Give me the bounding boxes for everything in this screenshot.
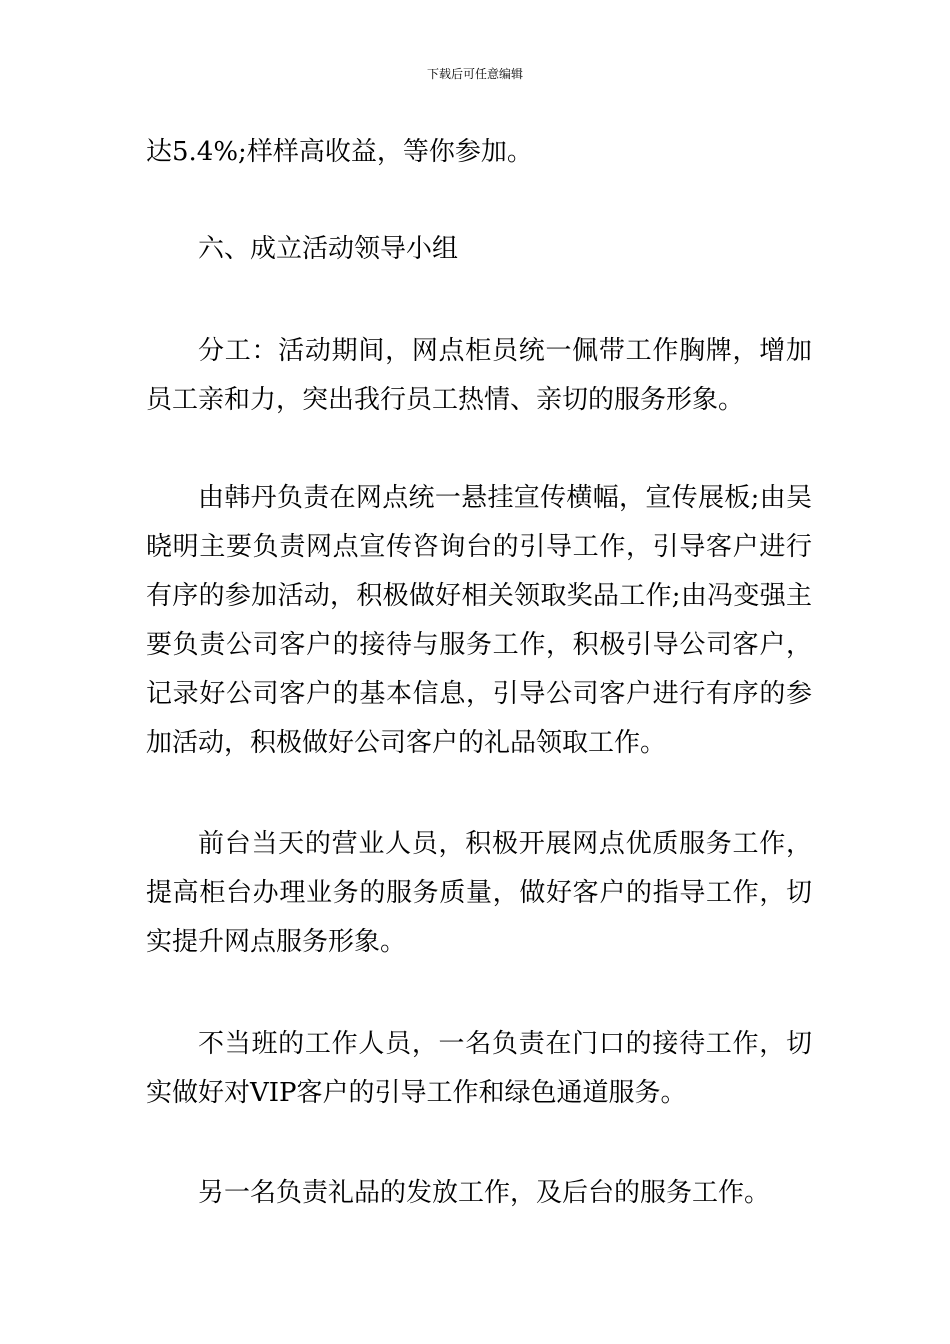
paragraph-continuation: 达5.4%;样样高收益，等你参加。	[146, 137, 533, 167]
paragraph-division-of-labor: 分工：活动期间，网点柜员统一佩带工作胸牌，增加员工亲和力，突出我行员工热情、亲切的服务形象。	[146, 336, 812, 415]
paragraph-off-duty-staff: 不当班的工作人员，一名负责在门口的接待工作，切实做好对VIP客户的引导工作和绿色通道服务。	[146, 1029, 812, 1108]
page-header: 下载后可任意编辑	[426, 67, 523, 81]
paragraph-front-desk: 前台当天的营业人员，积极开展网点优质服务工作，提高柜台办理业务的服务质量，做好客户的指导工作，切实提升网点服务形象。	[146, 829, 812, 957]
paragraph-gift-distribution: 另一名负责礼品的发放工作，及后台的服务工作。	[198, 1178, 771, 1208]
paragraph-responsibilities: 由韩丹负责在网点统一悬挂宣传横幅，宣传展板;由吴晓明主要负责网点宣传咨询台的引导工作，引导客户进行有序的参加活动，积极做好相关领取奖品工作;由冯变强主要负责公司客户的接待与服务工作，积极引导公司客户，记录好公司客户的基本信息，引导公司客户进行有序的参加活动，积极做好公司客户的礼品领取工作。	[146, 483, 812, 758]
section-heading: 六、成立活动领导小组	[198, 234, 459, 264]
